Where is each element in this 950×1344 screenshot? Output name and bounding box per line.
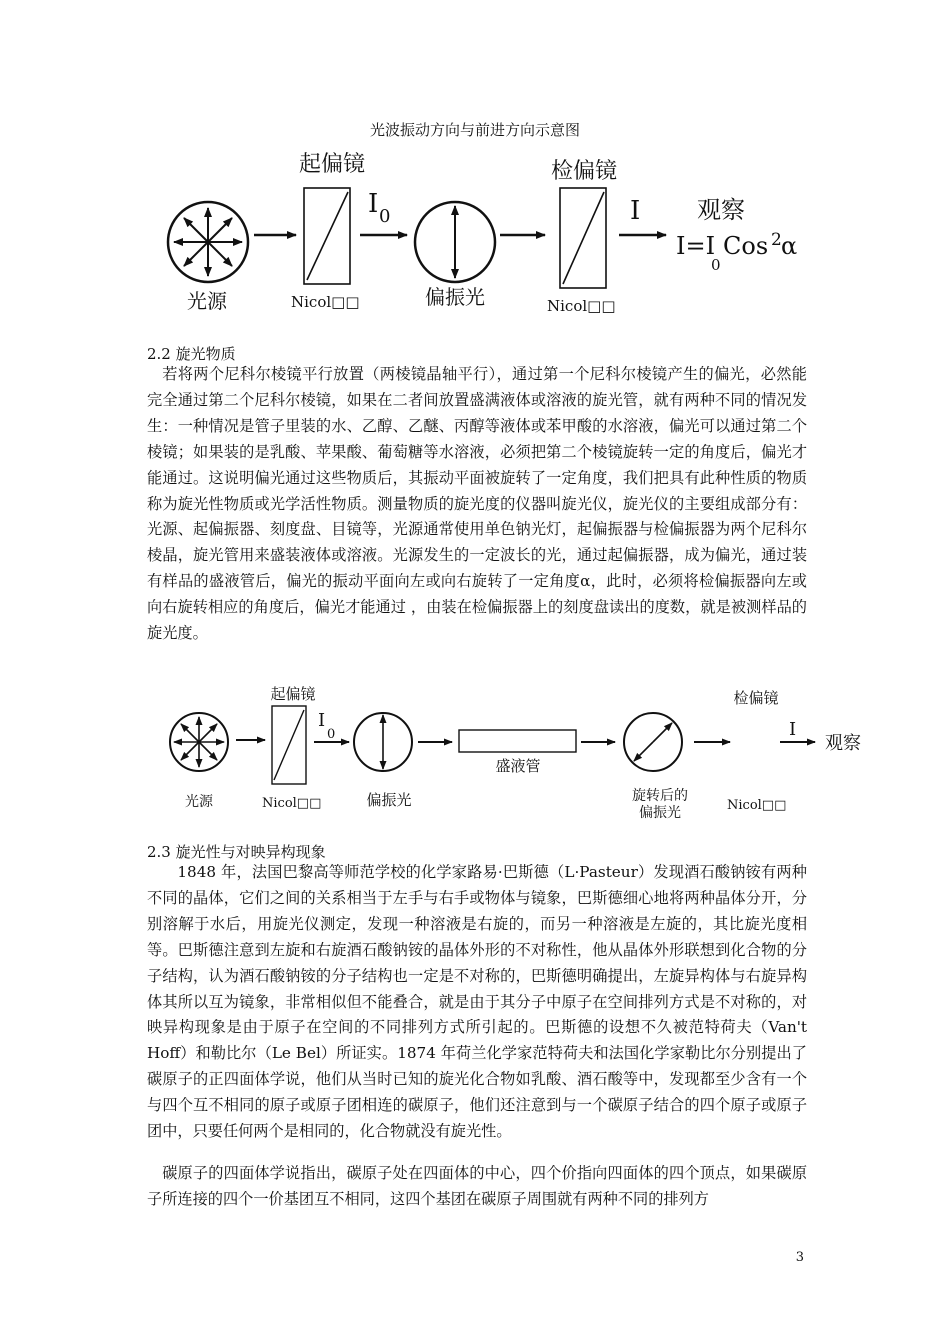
analyzer-label: 检偏镜 bbox=[550, 159, 618, 184]
intensity-formula: I=I 0 Cos 2 α bbox=[676, 230, 798, 274]
polarized-light-icon bbox=[354, 713, 412, 771]
sample-tube bbox=[459, 730, 576, 752]
rotated-label-line2: 偏振光 bbox=[639, 805, 681, 821]
tube-label: 盛液管 bbox=[495, 757, 541, 775]
nicol-right-label: Nicol□□ bbox=[547, 297, 616, 315]
i0-sub: 0 bbox=[379, 206, 391, 227]
i0-main: I bbox=[318, 710, 326, 731]
i0-sub: 0 bbox=[327, 727, 336, 742]
analyzer-label: 检偏镜 bbox=[733, 689, 779, 707]
polarizer-nicol-prism bbox=[304, 188, 350, 284]
observe-label: 观察 bbox=[825, 733, 861, 754]
light-source-icon bbox=[168, 202, 248, 282]
section-2-3-paragraph-2: 碳原子的四面体学说指出，碳原子处在四面体的中心，四个价指向四面体的四个顶点，如果碳原子所连接的四个一价基团互不相同，这四个基团在碳原子周围就有两种不同的排列方 bbox=[147, 1164, 807, 1208]
polarizer-label: 起偏镜 bbox=[298, 152, 366, 177]
figure2-diagram bbox=[0, 680, 950, 825]
polarized-label: 偏振光 bbox=[425, 285, 485, 309]
section-2-2-heading: 2.2 旋光物质 bbox=[147, 345, 236, 363]
nicol-left-label: Nicol□□ bbox=[291, 293, 360, 311]
polarized-label: 偏振光 bbox=[366, 791, 412, 809]
i-label: I bbox=[630, 196, 641, 226]
nicol-right-label: Nicol□□ bbox=[727, 798, 787, 813]
i-label: I bbox=[789, 719, 797, 740]
rotated-polarized-light-icon bbox=[624, 713, 682, 771]
rotated-label-line1: 旋转后的 bbox=[632, 788, 688, 804]
page-number: 3 bbox=[795, 1250, 804, 1265]
section-2-3-heading: 2.3 旋光性与对映异构现象 bbox=[147, 843, 326, 861]
observe-label: 观察 bbox=[697, 196, 745, 224]
polarizer-nicol-prism bbox=[272, 706, 306, 784]
analyzer-nicol-prism bbox=[560, 188, 606, 288]
i0-main: I bbox=[368, 189, 379, 219]
light-source-icon bbox=[170, 713, 228, 771]
figure1-caption: 光波振动方向与前进方向示意图 bbox=[369, 121, 580, 139]
section-2-2-paragraph: 若将两个尼科尔棱镜平行放置（两棱镜晶轴平行），通过第一个尼科尔棱镜产生的偏光，必然能完全通过第二个尼科尔棱镜，如果在二者间放置盛满液体或溶液的旋光管，就有两种不同的情况发生：一种情况是管子里装的水、乙醇、乙醚、丙醇等液体或苯甲酸的水溶液，偏光可以通过第二个棱镜；如果装的是乳酸、苹果酸、葡萄糖等水溶液，必须把第二个棱镜旋转一定的角度后，偏光才能通过。这说明偏光通过这些物质后，其振动平面被旋转了一定角度，我们把具有此种性质的物质称为旋光性物质或光学活性物质。测量物质的旋光度的仪器叫旋光仪，旋光仪的主要组成部分有：光源、起偏振器、刻度盘、目镜等，光源通常使用单色钠光灯，起偏振器与检偏振器为两个尼科尔棱晶，旋光管用来盛装液体或溶液。光源发生的一定波长的光，通过起偏振器，成为偏光，通过装有样品的盛液管后，偏光的振动平面向左或向右旋转了一定角度α，此时，必须将检偏振器向左或向右旋转相应的角度后，偏光才能通过 ，由装在检偏振器上的刻度盘读出的度数，就是被测样品的旋光度。 bbox=[147, 365, 807, 643]
nicol-left-label: Nicol□□ bbox=[262, 796, 322, 811]
polarizer-label: 起偏镜 bbox=[270, 685, 316, 703]
light-source-label: 光源 bbox=[187, 289, 227, 313]
light-source-label: 光源 bbox=[185, 794, 213, 810]
polarized-light-icon bbox=[415, 202, 495, 282]
figure1-diagram bbox=[0, 140, 950, 330]
section-2-3-paragraph-1: 1848 年，法国巴黎高等师范学校的化学家路易·巴斯德（L·Pasteur）发现酒石酸钠铵有两种不同的晶体，它们之间的关系相当于左手与右手或物体与镜象，巴斯德细心地将两种晶体分开，分别溶解于水后，用旋光仪测定，发现一种溶液是右旋的，而另一种溶液是左旋的，其比旋光度相等。巴斯德注意到左旋和右旋酒石酸钠铵的晶体外形的不对称性，他从晶体外形联想到化合物的分子结构，认为酒石酸钠铵的分子结构也一定是不对称的，巴斯德明确提出，左旋异构体与右旋异构体其所以互为镜象，非常相似但不能叠合，就是由于其分子中原子在空间排列方式是不对称的，对映异构现象是由于原子在空间的不同排列方式所引起的。巴斯德的设想不久被范特荷夫（Van't Hoff）和勒比尔（Le Bel）所证实。1874 年荷兰化学家范特荷夫和法国化学家勒比尔分别提出了碳原子的正四面体学说，他们从当时已知的旋光化合物如乳酸、酒石酸等中，发现都至少含有一个与四个互不相同的原子或原子团相连的碳原子，他们还注意到与一个碳原子结合的四个原子或原子团中，只要任何两个是相同的，化合物就没有旋光性。 bbox=[147, 863, 807, 1141]
